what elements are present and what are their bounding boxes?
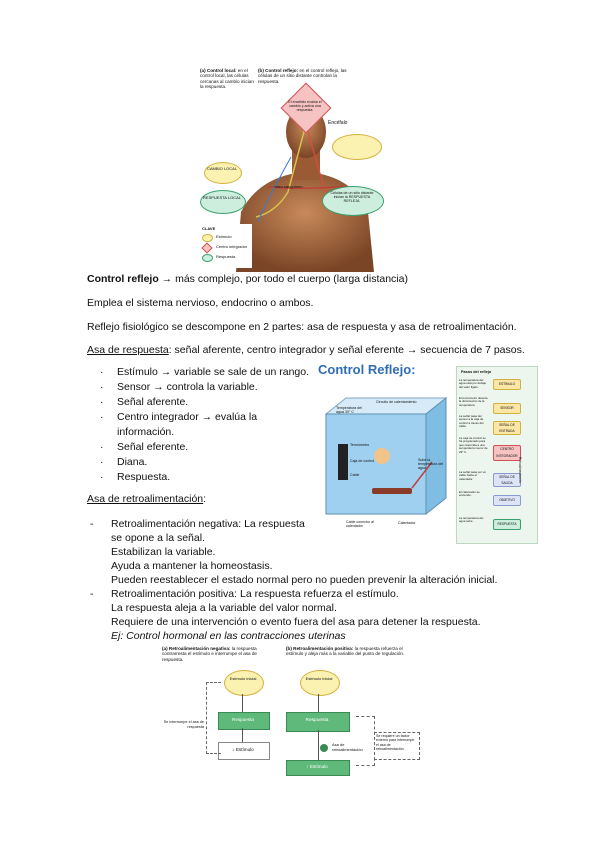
flow-note: La temperatura del agua sube. (459, 516, 484, 524)
para-reflex-control-bold: Control reflejo (87, 273, 159, 285)
neg-stimulus-oval (224, 670, 264, 696)
aquarium-control-label: Caja de control (350, 459, 375, 463)
pos-arrow-2 (318, 730, 319, 760)
local-control-title: (a) Control local: (200, 68, 237, 73)
local-response-label: RESPUESTA LOCAL (203, 195, 241, 200)
pos-feedback-line: La respuesta aleja a la variable del valor normal. (111, 602, 337, 614)
flow-output: SEÑAL DE SALIDA (493, 473, 521, 487)
legend (196, 224, 252, 268)
neg-figure-title: (a) Retroalimentación negativa: (162, 646, 231, 651)
external-factor-label: Se requiere un factor externo para interrumpir el asa de retroalimentación. (376, 734, 415, 752)
flow-note: La caja de control se ha programado para que responda a una temperatura menor de 29° C. (459, 436, 488, 454)
flow-input: SEÑAL DE ENTRADA (493, 421, 521, 435)
para-systems: Emplea el sistema nervioso, endocrino o ambos. (87, 297, 314, 309)
local-change-label: CAMBIO LOCAL (206, 166, 237, 171)
local-control-text: en el control local, las células cercanas al cambio inician la respuesta. (200, 68, 254, 90)
flow-note: La temperatura del agua está por debajo del valor fijado. (459, 378, 487, 389)
para-reflex-control-rest: → más complejo, por todo el cuerpo (larga distancia) (158, 273, 408, 285)
pos-up-label: ↑ Estímulo (306, 764, 328, 769)
legend-title: CLAVE (202, 226, 216, 231)
neg-loop-line (206, 682, 221, 754)
neg-feedback-line: se opone a la señal. (111, 532, 205, 544)
neg-feedback-line: Ayuda a mantener la homeostasis. (111, 560, 273, 572)
aquarium-figure (316, 362, 522, 542)
aquarium-heater-label: Calentador (398, 521, 416, 525)
stimulus-oval-vessel (332, 134, 382, 160)
para-response-loop (87, 343, 525, 357)
neg-figure-text: la respuesta contrarresta el estímulo e interrumpe el asa de respuesta. (162, 646, 257, 662)
aquarium-wire-label: Cable conector al calentador (346, 520, 374, 529)
feedback-figure (160, 644, 420, 776)
response-loop-rest: : señal aferente, centro integrador y señal eferente → secuencia de 7 pasos. (168, 344, 525, 356)
reflex-steps-chart (456, 366, 538, 544)
neg-feedback-line: Retroalimentación negativa: La respuesta (111, 518, 305, 530)
blood-vessel-label: Vaso sanguíneo (274, 184, 303, 189)
feedback-loop-heading (87, 492, 206, 506)
reflex-response-text: Células de un sitio distante inician la RESPUESTA REFLEJA. (330, 191, 374, 204)
neg-dash: - (90, 518, 94, 530)
pos-feedback-line: Retroalimentación positiva: La respuesta refuerza el estímulo. (111, 588, 399, 600)
aquarium-title: Control Reflejo: (318, 362, 416, 377)
reflex-figure (196, 62, 406, 272)
diamond-text: El encéfalo evalúa el cambio y activa una respuesta. (288, 100, 322, 113)
pos-dash: - (90, 588, 94, 600)
neg-arrow-2 (242, 728, 243, 742)
aquarium-temp-label: Temperatura del agua 30° C (336, 406, 362, 415)
legend-response: Respuesta (216, 254, 236, 259)
legend-center: Centro integrador (216, 244, 248, 249)
flow-note: La señal pasa del sensor a la caja de control a través del cable. (459, 414, 484, 429)
neg-feedback-line: Pueden reestablecer el estado normal pero no pueden prevenir la alteración inicial. (111, 574, 498, 586)
legend-response-swatch (202, 254, 213, 262)
aquarium-cable-label: Cable (350, 473, 360, 477)
aquarium-water-label: Sube la temperatura del agua (418, 458, 444, 471)
flow-stimulus: ESTÍMULO (493, 379, 521, 390)
neg-stimulus-label: Estímulo inicial (229, 676, 257, 681)
reflex-control-text: en el control reflejo, las células de un sitio distante controlan la respuesta. (258, 68, 347, 84)
feedback-loop-colon: : (203, 493, 207, 505)
para-reflex-parts: Reflejo fisiológico se descompone en 2 partes: asa de respuesta y asa de retroalimentación. (87, 321, 517, 333)
reflex-steps-title: Pasos del reflejo (461, 370, 492, 374)
flow-center: CENTRO INTEGRADOR (493, 445, 521, 461)
legend-stimulus: Estímulo (216, 234, 232, 239)
feedback-loop-title: Asa de retroalimentación (87, 493, 204, 505)
para-reflex-control (87, 272, 408, 286)
reflex-control-title: (b) Control reflejo: (258, 68, 299, 73)
pos-loop-label: Asa de retroalimentación (332, 742, 363, 752)
local-response-oval (200, 190, 246, 214)
flow-response: RESPUESTA (493, 519, 521, 530)
neg-down-label: ↓ Estímulo (232, 747, 254, 752)
example-line: Ej: Control hormonal en las contracciones uterinas (111, 630, 346, 642)
flow-note: El termómetro detecta la disminución de la temperatura. (459, 396, 488, 407)
brain-label: Encéfalo (328, 120, 348, 126)
aquarium-circuit-label: Circuito de calentamiento (376, 400, 417, 404)
neg-arrow-1 (242, 694, 243, 712)
pos-response-label: Respuesta (305, 718, 329, 723)
response-loop-title: Asa de respuesta (87, 344, 169, 356)
pos-stimulus-label: Estímulo inicial (305, 676, 333, 681)
pos-loop-icon (320, 744, 328, 752)
steps-list: · Estímulo → variable se sale de un rango. · Sensor → controla la variable. · Señal aferente. · Centro integrador → evalúa la información. · Señal eferente. · Diana. · Respuesta. (100, 366, 310, 483)
legend-center-swatch (201, 242, 212, 253)
pos-arrow-1 (318, 694, 319, 712)
pos-stimulus-oval (300, 670, 340, 696)
neg-interrupt-label: Se interrumpe el asa de respuesta (163, 720, 204, 729)
pos-loop-line (356, 716, 375, 766)
flow-side-label: Retroalimentación (518, 457, 522, 483)
pos-feedback-line: Requiere de una intervención o evento fuera del asa para detener la respuesta. (111, 616, 481, 628)
neg-response-label: Respuesta (232, 717, 254, 722)
legend-stimulus-swatch (202, 234, 213, 242)
neg-feedback-line: Estabilizan la variable. (111, 546, 216, 558)
flow-note: El calentador se enciende. (459, 490, 480, 498)
pos-figure-text: la respuesta refuerza el estímulo y aleja más a la variable del punto de regulación. (286, 646, 405, 657)
flow-sensor: SENSOR (493, 403, 521, 414)
aquarium-thermo-label: Termómetro (350, 443, 370, 447)
flow-target: OBJETIVO (493, 495, 521, 506)
pos-figure-title: (b) Retroalimentación positiva: (286, 646, 354, 651)
flow-note: La señal pasa por un cable hasta el calentador. (459, 470, 486, 481)
